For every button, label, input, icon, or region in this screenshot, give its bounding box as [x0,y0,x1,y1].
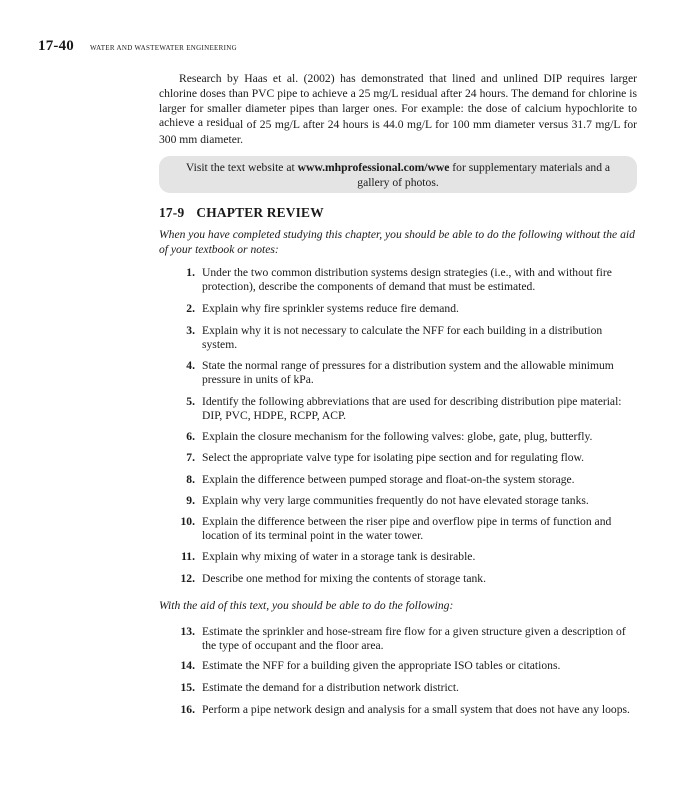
intro-paragraph [159,72,637,146]
objective-text: Estimate the sprinkler and hose-stream fire flow for a given structure given a description of the type of occupant and the floor area. [202,625,626,653]
objective-text: Explain the difference between the riser pipe and overflow pipe in terms of function and location of its terminal point in the water tower. [202,515,612,543]
objective-item [159,625,637,654]
objective-number: 16. [180,703,195,716]
objective-number: 12. [180,572,195,585]
intro-paragraph-part1: Research by Haas et al. (2002) has demonstrated that lined and unlined DIP requires larger chlorine doses than PVC pipe to achieve a 25 mg/L residual after 24 hours. The demand for chlorine is larger for smaller diameter pipes than larger ones. For example: the dose of calcium hypochlorite to achieve a resid [159,72,637,130]
objective-text: Explain why mixing of water in a storage tank is desirable. [202,550,476,563]
objective-text: State the normal range of pressures for a distribution system and the allowable minimum pressure in units of kPa. [202,359,614,387]
website-callout-box [159,156,637,193]
objective-number: 4. [186,359,195,372]
objective-text: Select the appropriate valve type for isolating pipe section and for regulating flow. [202,451,585,464]
objective-item [159,451,637,465]
objective-text: Explain why it is not necessary to calculate the NFF for each building in a distribution system. [202,324,603,352]
page-number: 17-40 [38,38,74,54]
objective-number: 7. [186,451,195,464]
objective-number: 6. [186,430,195,443]
objective-number: 13. [180,625,195,638]
intro-paragraph-part2: ual of 25 mg/L after 24 hours is 44.0 mg/L for 100 mm diameter versus 31.7 mg/L for 300 mm diameter. [159,118,638,147]
objective-text: Estimate the demand for a distribution network district. [202,681,459,694]
objective-text: Perform a pipe network design and analysis for a small system that does not have any loops. [202,703,630,716]
objective-text: Estimate the NFF for a building given the appropriate ISO tables or citations. [202,659,561,672]
objective-number: 2. [186,302,195,315]
objective-item [159,324,637,353]
objective-item [159,681,637,695]
objective-number: 3. [186,324,195,337]
website-suffix: for supplementary materials and a gallery of photos. [357,161,611,189]
objective-text: Explain the difference between pumped storage and float-on-the system storage. [202,473,575,486]
objective-text: Describe one method for mixing the contents of storage tank. [202,572,486,585]
objective-number: 8. [186,473,195,486]
objective-item [159,430,637,444]
running-head [38,38,237,55]
objective-number: 11. [181,550,195,563]
objective-item [159,515,637,544]
section-number: 17-9 [159,205,185,220]
objective-number: 5. [186,395,195,408]
website-url-link[interactable]: www.mhprofessional.com/wwe [297,161,450,174]
review-intro-text: When you have completed studying this chapter, you should be able to do the following without the aid of your textbook or notes: [159,228,635,256]
section-title: CHAPTER REVIEW [196,205,324,220]
objective-text: Under the two common distribution systems design strategies (i.e., with and without fire protection), describe the components of demand that must be estimated. [202,266,612,294]
objective-text: Explain why very large communities frequently do not have elevated storage tanks. [202,494,589,507]
objective-text: Explain why fire sprinkler systems reduce fire demand. [202,302,459,315]
book-title: WATER AND WASTEWATER ENGINEERING [90,44,237,52]
objective-number: 9. [186,494,195,507]
objective-item [159,266,637,295]
objective-item [159,395,637,424]
objective-item [159,359,637,388]
objective-number: 15. [180,681,195,694]
objective-item [159,550,637,564]
objective-number: 10. [180,515,195,528]
objective-item [159,473,637,487]
website-prefix: Visit the text website at [185,161,298,174]
objective-item [159,703,637,717]
objective-number: 1. [186,266,195,279]
text-aid-intro: With the aid of this text, you should be able to do the following: [159,599,454,612]
objective-item [159,572,637,586]
objective-item [159,302,637,316]
objective-text: Explain the closure mechanism for the following valves: globe, gate, plug, butterfly. [202,430,593,443]
objective-item [159,494,637,508]
section-heading [159,205,324,221]
objective-item [159,659,637,673]
objective-text: Identify the following abbreviations that are used for describing distribution pipe material: DIP, PVC, HDPE, RCPP, ACP. [202,395,622,423]
objective-number: 14. [180,659,195,672]
